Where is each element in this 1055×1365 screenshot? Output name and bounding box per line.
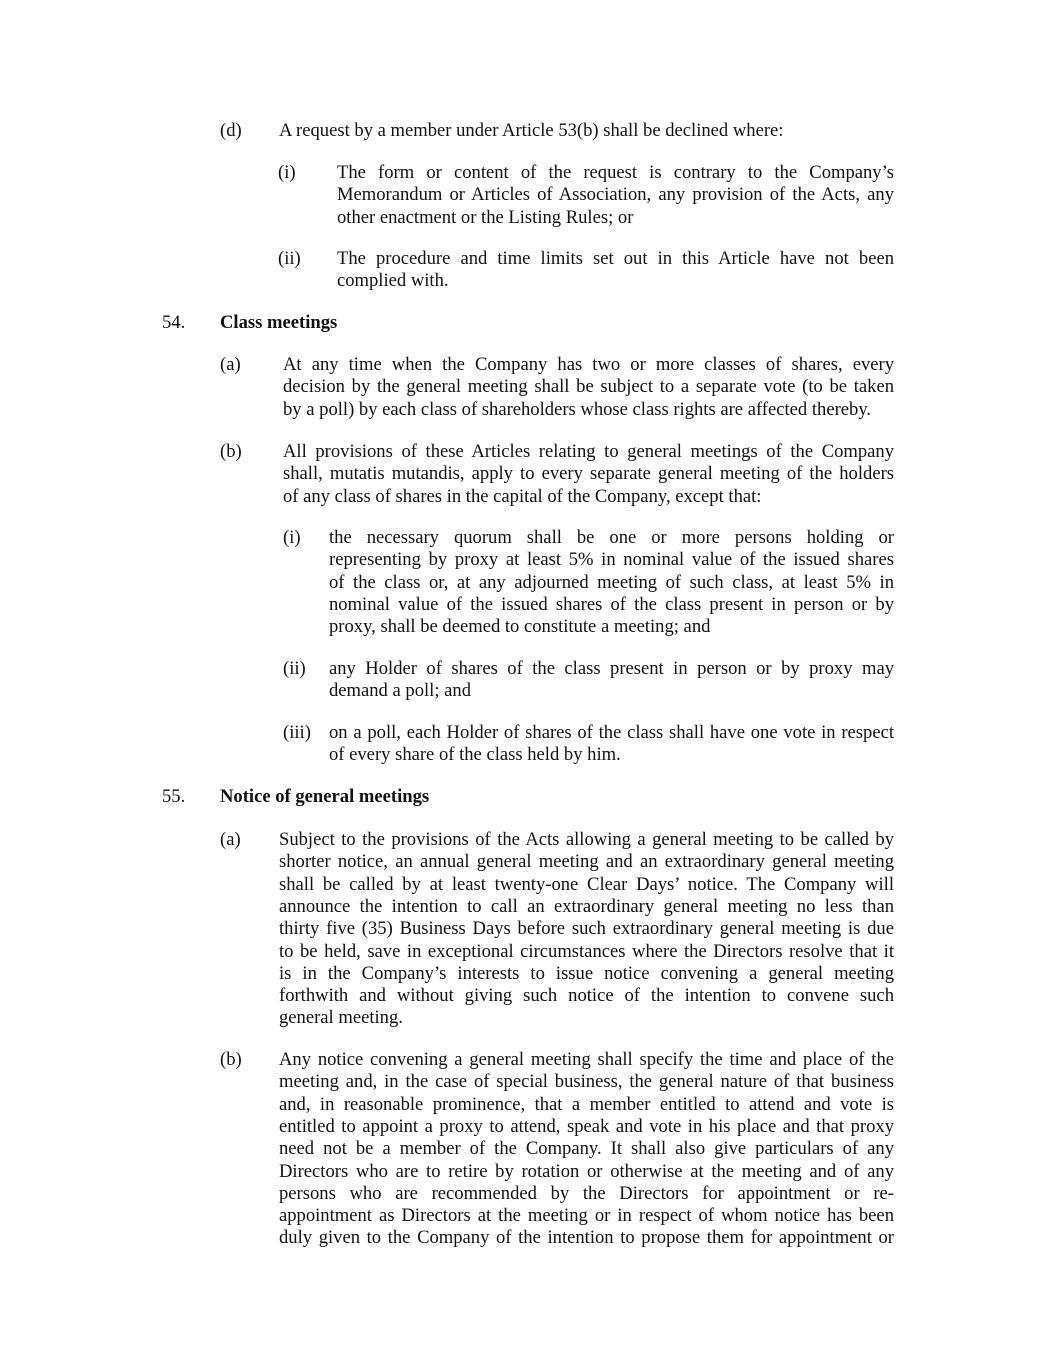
subitem-53d-i-line: The form or content of the request is contrary to the Company’s [337, 162, 894, 183]
subitem-54b-i-label: (i) [283, 527, 301, 548]
paragraph-54a-line: by a poll) by each class of shareholders whose class rights are affected thereby. [283, 398, 872, 420]
subitem-53d-i-line: Memorandum or Articles of Association, any provision of the Acts, any [337, 184, 894, 206]
paragraph-line: A request by a member under Article 53(b) shall be declined where: [279, 120, 784, 141]
paragraph-55b-line: meeting and, in the case of special business, the general nature of that business [279, 1071, 894, 1093]
paragraph-55a-line: is in the Company’s interests to issue notice convening a general meeting [279, 962, 894, 984]
subitem-54b-i-line: representing by proxy at least 5% in nominal value of the issued shares [329, 549, 894, 571]
paragraph-55b-line: need not be a member of the Company. It shall also give particulars of any [279, 1138, 894, 1160]
paragraph-55b-line: Any notice convening a general meeting shall specify the time and place of the [279, 1049, 894, 1070]
subitem-54b-i-line: the necessary quorum shall be one or more persons holding or [329, 527, 894, 548]
subitem-53d-ii-label: (ii) [278, 248, 301, 269]
paragraph-54a-line: At any time when the Company has two or more classes of shares, every [283, 354, 894, 375]
paragraph-55a-line: Subject to the provisions of the Acts allowing a general meeting to be called by [279, 829, 894, 850]
paragraph-55a-line: thirty five (35) Business Days before such extraordinary general meeting is due [279, 918, 894, 940]
paragraph-55a-line: shall be called by at least twenty-one Clear Days’ notice. The Company will [279, 873, 894, 895]
subitem-54b-i-line: nominal value of the issued shares of the class present in person or by [329, 593, 894, 615]
paragraph-55b-line: entitled to appoint a proxy to attend, speak and vote in his place and that proxy [279, 1115, 894, 1137]
paragraph-55a-line: general meeting. [279, 1007, 403, 1029]
paragraph-55a-label: (a) [220, 829, 241, 850]
subitem-54b-i-line: proxy, shall be deemed to constitute a meeting; and [329, 616, 711, 638]
paragraph-54b-label: (b) [220, 441, 242, 462]
subitem-53d-ii-line: complied with. [337, 270, 449, 292]
paragraph-55b-line: and, in reasonable prominence, that a member entitled to attend and vote is [279, 1093, 894, 1115]
subitem-54b-ii-label: (ii) [283, 658, 306, 679]
article-number: 55. [162, 786, 186, 807]
paragraph-54a-line: decision by the general meeting shall be subject to a separate vote (to be taken [283, 376, 894, 398]
article-number: 54. [162, 312, 186, 333]
subitem-53d-ii-line: The procedure and time limits set out in this Article have not been [337, 248, 894, 269]
subitem-54b-ii-line: demand a poll; and [329, 680, 471, 702]
paragraph-55b-line: persons who are recommended by the Directors for appointment or re- [279, 1182, 894, 1204]
paragraph-54b-line: of any class of shares in the capital of the Company, except that: [283, 485, 762, 507]
subitem-54b-i-line: of the class or, at any adjourned meeting of such class, at least 5% in [329, 571, 894, 593]
paragraph-55b-line: appointment as Directors at the meeting or in respect of whom notice has been [279, 1205, 894, 1227]
subitem-54b-iii-label: (iii) [283, 722, 311, 743]
paragraph-55a-line: announce the intention to call an extraordinary general meeting no less than [279, 895, 894, 917]
subitem-53d-i-line: other enactment or the Listing Rules; or [337, 206, 634, 228]
paragraph-55b-line: duly given to the Company of the intention to propose them for appointment or [279, 1227, 894, 1249]
paragraph-55b-label: (b) [220, 1049, 242, 1070]
subitem-54b-iii-line: on a poll, each Holder of shares of the class shall have one vote in respect [329, 722, 894, 743]
paragraph-55b-line: Directors who are to retire by rotation or otherwise at the meeting and of any [279, 1160, 894, 1182]
subitem-53d-i-label: (i) [278, 162, 296, 183]
subitem-54b-ii-line: any Holder of shares of the class present in person or by proxy may [329, 658, 894, 679]
paragraph-55a-line: forthwith and without giving such notice of the intention to convene such [279, 985, 894, 1007]
paragraph-54b-line: shall, mutatis mutandis, apply to every separate general meeting of the holders [283, 463, 894, 485]
paragraph-55a-line: to be held, save in exceptional circumstances where the Directors resolve that it [279, 940, 894, 962]
paragraph-label: (d) [220, 120, 242, 141]
subitem-54b-iii-line: of every share of the class held by him. [329, 744, 621, 766]
article-heading: Notice of general meetings [220, 786, 430, 807]
paragraph-54b-line: All provisions of these Articles relating to general meetings of the Company [283, 441, 894, 462]
article-heading: Class meetings [220, 312, 338, 333]
paragraph-54a-label: (a) [220, 354, 241, 375]
paragraph-55a-line: shorter notice, an annual general meeting and an extraordinary general meeting [279, 851, 894, 873]
